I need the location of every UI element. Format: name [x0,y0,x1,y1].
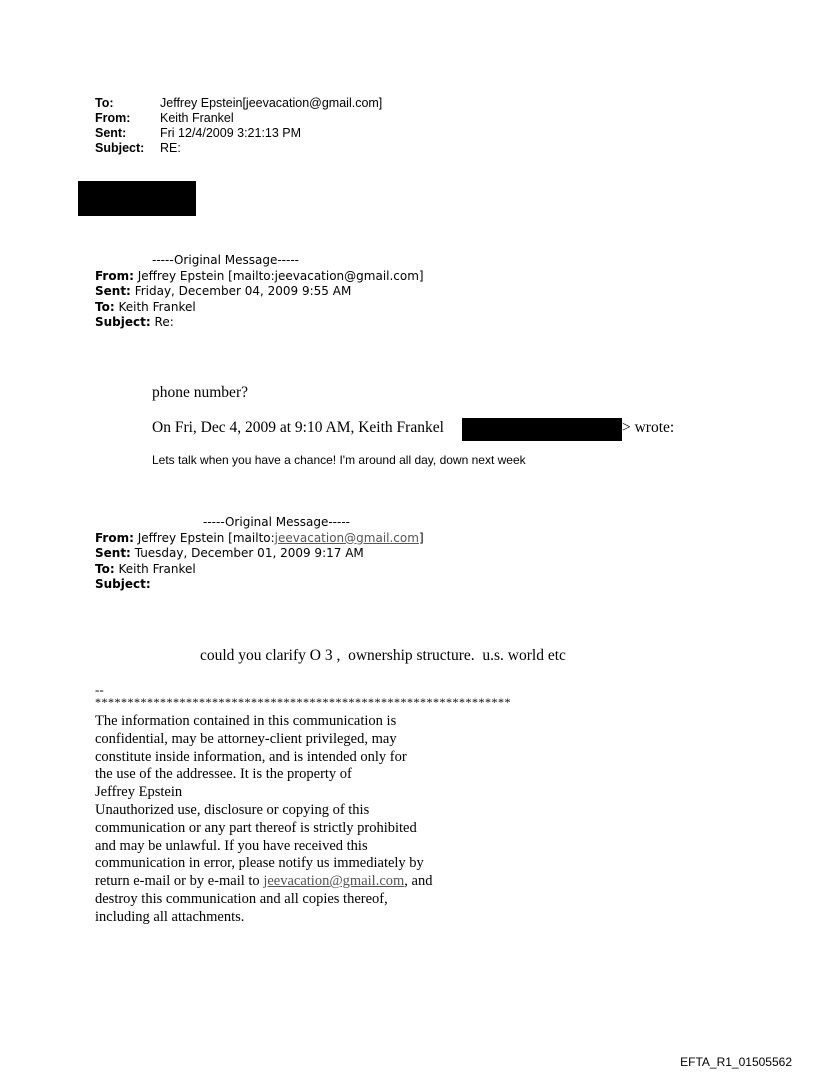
disclaimer-line: Unauthorized use, disclosure or copying of this [95,801,370,818]
disclaimer-mail-suffix: , and [404,873,433,890]
disclaimer-line: communication or any part thereof is strictly prohibited [95,819,417,836]
disclaimer-mail-line [95,873,511,891]
original-message-divider-2: -----Original Message----- [203,515,350,529]
quote2-sent-label: Sent: [95,546,131,560]
subject-value: RE: [160,141,181,155]
quote1-to-value: Keith Frankel [118,299,196,314]
quote1-sent-label: Sent: [95,284,131,298]
disclaimer-line: communication in error, please notify us immediately by [95,855,424,872]
email-header [95,96,382,156]
reply-line-2-start: On Fri, Dec 4, 2009 at 9:10 AM, Keith Frankel [152,419,444,436]
quote1-sent-value: Friday, December 04, 2009 9:55 AM [134,284,352,298]
subject-label: Subject: [95,141,145,155]
reply-line-2-end: > wrote: [622,419,675,436]
sent-label: Sent: [95,126,127,140]
disclaimer-mail-prefix: return e-mail or by e-mail to [95,873,264,890]
disclaimer-line: destroy this communication and all copies thereof, [95,890,388,907]
header-sent-row [95,126,382,141]
quote2-subject-label: Subject: [95,577,151,591]
disclaimer-line: the use of the addressee. It is the property of [95,766,352,783]
stars-divider: **************************************************************** [95,695,511,709]
header-subject-row [95,141,382,156]
redaction-email [462,418,622,441]
original-message-divider: -----Original Message----- [152,253,299,267]
disclaimer-line: and may be unlawful. If you have received this [95,837,368,854]
quote2-from-label: From: [95,530,134,545]
to-value: Jeffrey Epstein[jeevacation@gmail.com] [160,96,383,110]
disclaimer-line: including all attachments. [95,908,245,925]
disclaimer-lines [95,713,511,927]
quote1-from-label: From: [95,268,134,283]
quote1-subject-value: Re: [154,315,174,329]
quote1-subject-row [95,315,424,331]
signature-dashes: -- [95,682,104,697]
quote1-to-label: To: [95,299,115,314]
disclaimer-line: Jeffrey Epstein [95,784,183,801]
quote2-from-row [95,531,424,547]
reply-line-3: Lets talk when you have a chance! I'm around all day, down next week [152,453,526,467]
disclaimer-line: constitute inside information, and is intended only for [95,748,407,765]
from-value: Keith Frankel [160,111,234,125]
reply-line-2 [152,419,444,437]
quote2-sent-row [95,546,424,562]
quote2-to-value: Keith Frankel [118,561,196,576]
disclaimer-block [95,683,511,927]
quote2-to-label: To: [95,561,115,576]
quote2-from-suffix: ] [418,530,424,545]
quoted-message-1 [95,253,424,331]
quote1-to-row [95,300,424,316]
quote2-mailto-link[interactable]: jeevacation@gmail.com [274,530,419,545]
quoted-message-2 [95,515,424,593]
quote1-from-row [95,269,424,285]
quote2-subject-row [95,577,424,593]
header-from-row [95,111,382,126]
redaction-block [78,181,196,216]
quote2-to-row [95,562,424,578]
disclaimer-line: confidential, may be attorney-client privileged, may [95,730,397,747]
quote2-from-prefix: Jeffrey Epstein [mailto: [137,530,275,545]
from-label: From: [95,111,131,125]
disclaimer-line: The information contained in this communication is [95,713,397,729]
to-label: To: [95,96,114,110]
quote2-sent-value: Tuesday, December 01, 2009 9:17 AM [134,546,364,560]
quote1-from-value: Jeffrey Epstein [mailto:jeevacation@gmail.com] [137,268,424,283]
sent-value: Fri 12/4/2009 3:21:13 PM [160,126,302,140]
question-line: could you clarify O 3 , ownership structure. u.s. world etc [200,647,566,664]
quote1-subject-label: Subject: [95,315,151,329]
disclaimer-mail-link[interactable]: jeevacation@gmail.com [263,873,405,890]
quote1-sent-row [95,284,424,300]
reply-line-1: phone number? [152,384,248,401]
header-to-row [95,96,382,111]
document-id-footer: EFTA_R1_01505562 [680,1055,792,1069]
